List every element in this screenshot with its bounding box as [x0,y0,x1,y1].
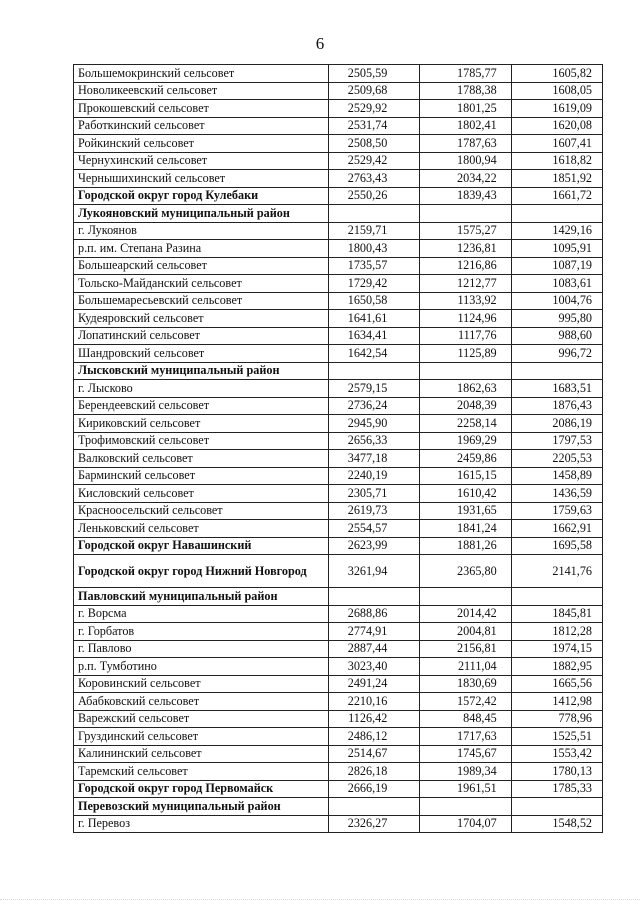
row-name-cell: Шандровский сельсовет [74,345,329,363]
row-name-cell: Большеарский сельсовет [74,257,329,275]
row-value-1-cell: 2159,71 [329,222,420,240]
row-value-3-cell: 1695,58 [511,537,602,555]
row-name-cell: Барминский сельсовет [74,467,329,485]
table-row [74,205,603,223]
table-row [74,658,603,676]
row-value-2-cell [420,588,511,606]
row-value-3-cell: 995,80 [511,310,602,328]
row-name-cell: Лысковский муниципальный район [74,362,329,380]
row-name-cell: Лопатинский сельсовет [74,327,329,345]
table-row [74,310,603,328]
table-row [74,380,603,398]
row-value-1-cell: 1126,42 [329,710,420,728]
row-value-1-cell: 2305,71 [329,485,420,503]
table-row [74,728,603,746]
table-row [74,135,603,153]
row-value-1-cell: 2509,68 [329,82,420,100]
row-name-cell: Чернухинский сельсовет [74,152,329,170]
row-value-1-cell: 2491,24 [329,675,420,693]
row-name-cell: Лукояновский муниципальный район [74,205,329,223]
row-value-2-cell: 1125,89 [420,345,511,363]
row-name-cell: Таремский сельсовет [74,763,329,781]
table-row [74,327,603,345]
row-value-1-cell: 2529,92 [329,100,420,118]
row-value-1-cell [329,205,420,223]
row-value-1-cell: 1650,58 [329,292,420,310]
row-value-2-cell: 1802,41 [420,117,511,135]
row-value-3-cell: 1812,28 [511,623,602,641]
row-value-1-cell: 3477,18 [329,450,420,468]
row-value-3-cell: 1619,09 [511,100,602,118]
row-value-2-cell: 2004,81 [420,623,511,641]
row-value-1-cell: 1800,43 [329,240,420,258]
row-name-cell: Городской округ Навашинский [74,537,329,555]
row-value-3-cell: 1607,41 [511,135,602,153]
row-value-3-cell: 1851,92 [511,170,602,188]
row-value-3-cell: 1665,56 [511,675,602,693]
row-value-2-cell: 2459,86 [420,450,511,468]
row-value-1-cell: 1642,54 [329,345,420,363]
row-name-cell: Городской округ город Кулебаки [74,187,329,205]
row-name-cell: р.п. Тумботино [74,658,329,676]
row-value-3-cell: 1608,05 [511,82,602,100]
row-value-1-cell: 2210,16 [329,693,420,711]
table-row [74,170,603,188]
table-row [74,605,603,623]
row-value-3-cell: 1845,81 [511,605,602,623]
table-row [74,415,603,433]
table-row [74,555,603,588]
row-value-1-cell: 2736,24 [329,397,420,415]
row-value-3-cell: 2086,19 [511,415,602,433]
row-name-cell: Варежский сельсовет [74,710,329,728]
row-value-2-cell [420,362,511,380]
row-value-3-cell: 1548,52 [511,815,602,833]
row-value-1-cell: 2619,73 [329,502,420,520]
row-value-1-cell: 2945,90 [329,415,420,433]
row-value-2-cell: 1800,94 [420,152,511,170]
row-value-3-cell: 778,96 [511,710,602,728]
row-value-3-cell: 1004,76 [511,292,602,310]
row-name-cell: Тольско-Майданский сельсовет [74,275,329,293]
row-value-1-cell: 2531,74 [329,117,420,135]
row-value-3-cell: 1525,51 [511,728,602,746]
table-row [74,815,603,833]
row-value-2-cell: 2014,42 [420,605,511,623]
table-row [74,257,603,275]
row-value-3-cell [511,798,602,816]
row-name-cell: г. Лысково [74,380,329,398]
row-value-2-cell: 1615,15 [420,467,511,485]
row-value-2-cell: 1961,51 [420,780,511,798]
table-row [74,362,603,380]
row-name-cell: г. Горбатов [74,623,329,641]
table-row [74,520,603,538]
tariff-table [73,64,603,833]
row-value-3-cell [511,588,602,606]
row-value-3-cell: 1661,72 [511,187,602,205]
row-value-2-cell: 1745,67 [420,745,511,763]
row-name-cell: Коровинский сельсовет [74,675,329,693]
row-value-2-cell: 1801,25 [420,100,511,118]
row-value-2-cell: 1575,27 [420,222,511,240]
row-name-cell: Абабковский сельсовет [74,693,329,711]
row-value-3-cell: 2141,76 [511,555,602,588]
table-row [74,345,603,363]
row-value-3-cell: 2205,53 [511,450,602,468]
row-value-2-cell: 1704,07 [420,815,511,833]
table-row [74,623,603,641]
row-value-1-cell: 2508,50 [329,135,420,153]
table-row [74,65,603,83]
row-value-1-cell: 3261,94 [329,555,420,588]
row-value-2-cell: 1830,69 [420,675,511,693]
table-body [74,65,603,833]
row-value-3-cell: 1618,82 [511,152,602,170]
row-name-cell: Берендеевский сельсовет [74,397,329,415]
row-value-3-cell: 1429,16 [511,222,602,240]
row-name-cell: г. Лукоянов [74,222,329,240]
row-value-2-cell: 2156,81 [420,640,511,658]
row-value-3-cell: 1095,91 [511,240,602,258]
scan-edge-artifact [0,899,640,903]
row-name-cell: Красноосельский сельсовет [74,502,329,520]
row-value-3-cell: 1412,98 [511,693,602,711]
row-value-1-cell: 2554,57 [329,520,420,538]
row-value-2-cell: 1787,63 [420,135,511,153]
row-value-1-cell: 1729,42 [329,275,420,293]
row-value-2-cell: 1133,92 [420,292,511,310]
row-name-cell: Большемаресьевский сельсовет [74,292,329,310]
row-value-1-cell [329,798,420,816]
row-name-cell: Чернышихинский сельсовет [74,170,329,188]
table-row [74,745,603,763]
table-row [74,117,603,135]
row-value-1-cell: 2514,67 [329,745,420,763]
row-value-2-cell: 1881,26 [420,537,511,555]
row-value-1-cell: 2505,59 [329,65,420,83]
row-value-1-cell: 2550,26 [329,187,420,205]
row-value-1-cell: 2486,12 [329,728,420,746]
row-name-cell: г. Ворсма [74,605,329,623]
row-name-cell: г. Перевоз [74,815,329,833]
table-row [74,187,603,205]
row-value-3-cell: 996,72 [511,345,602,363]
row-value-2-cell: 1969,29 [420,432,511,450]
row-value-2-cell: 1124,96 [420,310,511,328]
row-value-2-cell: 1610,42 [420,485,511,503]
row-value-1-cell: 2887,44 [329,640,420,658]
table-row [74,798,603,816]
table-row [74,240,603,258]
row-value-3-cell: 1797,53 [511,432,602,450]
row-value-3-cell: 1458,89 [511,467,602,485]
row-value-2-cell: 1841,24 [420,520,511,538]
row-value-3-cell: 1436,59 [511,485,602,503]
table-row [74,763,603,781]
row-value-1-cell: 2688,86 [329,605,420,623]
row-value-2-cell: 1989,34 [420,763,511,781]
table-row [74,485,603,503]
row-value-3-cell: 1087,19 [511,257,602,275]
table-row [74,450,603,468]
row-value-3-cell: 1553,42 [511,745,602,763]
row-value-3-cell: 1662,91 [511,520,602,538]
row-name-cell: Городской округ город Первомайск [74,780,329,798]
row-value-1-cell: 2656,33 [329,432,420,450]
row-value-2-cell: 1931,65 [420,502,511,520]
row-value-1-cell: 2240,19 [329,467,420,485]
row-value-1-cell [329,362,420,380]
row-value-1-cell: 3023,40 [329,658,420,676]
row-value-3-cell: 1780,13 [511,763,602,781]
row-value-3-cell: 1759,63 [511,502,602,520]
row-name-cell: Кириковский сельсовет [74,415,329,433]
table-row [74,100,603,118]
row-name-cell: Работкинский сельсовет [74,117,329,135]
row-value-3-cell: 1620,08 [511,117,602,135]
row-value-3-cell: 1785,33 [511,780,602,798]
row-name-cell: Кудеяровский сельсовет [74,310,329,328]
row-value-1-cell: 1641,61 [329,310,420,328]
row-value-2-cell: 1236,81 [420,240,511,258]
row-name-cell: Ройкинский сельсовет [74,135,329,153]
row-name-cell: Кисловский сельсовет [74,485,329,503]
row-value-1-cell: 2326,27 [329,815,420,833]
row-value-3-cell: 1083,61 [511,275,602,293]
table-row [74,780,603,798]
row-value-1-cell: 2579,15 [329,380,420,398]
row-name-cell: Леньковский сельсовет [74,520,329,538]
row-value-1-cell: 2826,18 [329,763,420,781]
row-name-cell: Груздинский сельсовет [74,728,329,746]
row-value-2-cell: 1117,76 [420,327,511,345]
row-name-cell: Трофимовский сельсовет [74,432,329,450]
row-value-2-cell: 1785,77 [420,65,511,83]
row-value-2-cell [420,798,511,816]
row-value-2-cell: 2365,80 [420,555,511,588]
table-row [74,397,603,415]
row-value-2-cell [420,205,511,223]
table-row [74,432,603,450]
table-row [74,675,603,693]
row-value-2-cell: 1862,63 [420,380,511,398]
row-value-3-cell [511,205,602,223]
row-name-cell: Перевозский муниципальный район [74,798,329,816]
table-row [74,640,603,658]
table-row [74,710,603,728]
row-value-1-cell: 2529,42 [329,152,420,170]
row-value-2-cell: 1839,43 [420,187,511,205]
row-name-cell: Прокошевский сельсовет [74,100,329,118]
row-name-cell: Большемокринский сельсовет [74,65,329,83]
row-value-1-cell: 2623,99 [329,537,420,555]
row-name-cell: Новоликеевский сельсовет [74,82,329,100]
row-value-1-cell: 2666,19 [329,780,420,798]
row-value-2-cell: 1717,63 [420,728,511,746]
row-value-2-cell: 2258,14 [420,415,511,433]
page-number: 6 [315,34,325,53]
table-row [74,82,603,100]
row-value-2-cell: 2034,22 [420,170,511,188]
row-name-cell: Валковский сельсовет [74,450,329,468]
row-value-1-cell: 2774,91 [329,623,420,641]
row-name-cell: р.п. им. Степана Разина [74,240,329,258]
row-value-3-cell [511,362,602,380]
row-value-3-cell: 988,60 [511,327,602,345]
row-value-1-cell [329,588,420,606]
row-value-2-cell: 848,45 [420,710,511,728]
row-value-1-cell: 2763,43 [329,170,420,188]
row-value-2-cell: 1216,86 [420,257,511,275]
row-value-1-cell: 1634,41 [329,327,420,345]
row-value-3-cell: 1974,15 [511,640,602,658]
row-value-2-cell: 1572,42 [420,693,511,711]
row-name-cell: Калининский сельсовет [74,745,329,763]
table-row [74,467,603,485]
row-value-2-cell: 2111,04 [420,658,511,676]
table-row [74,275,603,293]
row-value-3-cell: 1876,43 [511,397,602,415]
row-value-1-cell: 1735,57 [329,257,420,275]
row-name-cell: Городской округ город Нижний Новгород [74,555,329,588]
table-row [74,292,603,310]
table-row [74,152,603,170]
row-name-cell: г. Павлово [74,640,329,658]
row-value-2-cell: 1788,38 [420,82,511,100]
row-value-3-cell: 1882,95 [511,658,602,676]
row-value-3-cell: 1683,51 [511,380,602,398]
table-row [74,588,603,606]
table-row [74,222,603,240]
row-value-3-cell: 1605,82 [511,65,602,83]
row-value-2-cell: 2048,39 [420,397,511,415]
table-row [74,502,603,520]
table-row [74,693,603,711]
table-row [74,537,603,555]
row-value-2-cell: 1212,77 [420,275,511,293]
row-name-cell: Павловский муниципальный район [74,588,329,606]
